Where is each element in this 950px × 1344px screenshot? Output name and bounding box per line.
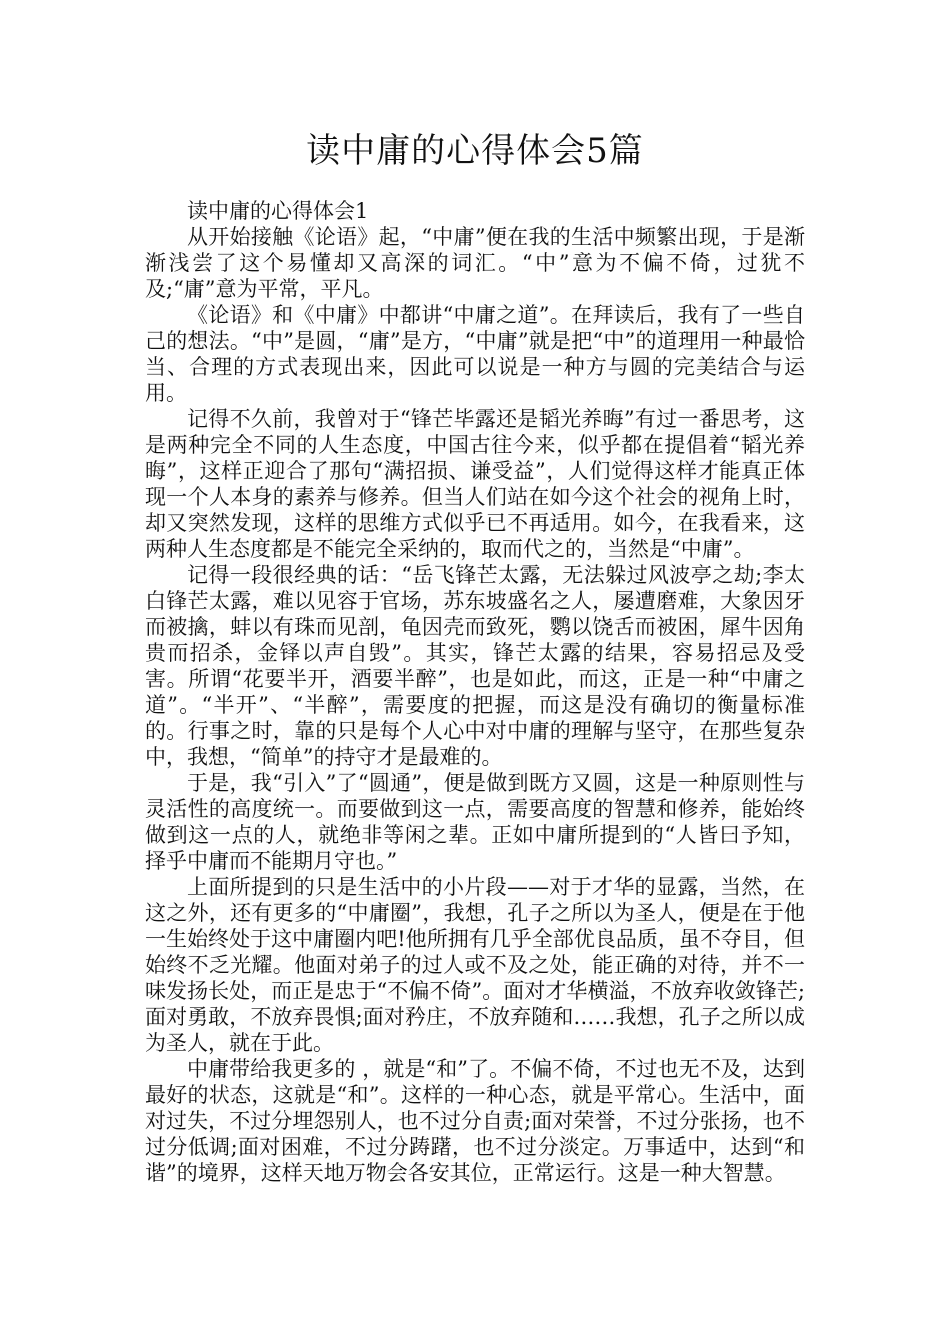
paragraph: 中庸带给我更多的 ，就是“和”了。不偏不倚，不过也无不及，达到最好的状态，这就是“和”。这样的一种心态，就是平常心。生活中，面对过失，不过分埋怨别人，也不过分自责;面对荣誉，不过分张扬，也不过分低调;面对困难，不过分踌躇，也不过分淡定。万事适中，达到“和谐”的境界，这样天地万物会各安其位，正常运行。这是一种大智慧。	[145, 1057, 805, 1185]
paragraph: 记得不久前，我曾对于“锋芒毕露还是韬光养晦”有过一番思考，这是两种完全不同的人生态度，中国古往今来，似乎都在提倡着“韬光养晦”，这样正迎合了那句“满招损、谦受益”，人们觉得这样才能真正体现一个人本身的素养与修养。但当人们站在如今这个社会的视角上时，却又突然发现，这样的思维方式似乎已不再适用。如今，在我看来，这两种人生态度都是不能完全采纳的，取而代之的，当然是“中庸”。	[145, 407, 805, 561]
paragraph: 于是，我“引入”了“圆通”，便是做到既方又圆，这是一种原则性与灵活性的高度统一。而要做到这一点，需要高度的智慧和修养，能始终做到这一点的人，就绝非等闲之辈。正如中庸所提到的“人皆曰予知，择乎中庸而不能期月守也。”	[145, 771, 805, 873]
paragraph: 记得一段很经典的话：“岳飞锋芒太露，无法躲过风波亭之劫;李太白锋芒太露，难以见容于官场，苏东坡盛名之人，屡遭磨难，大象因牙而被擒，蚌以有珠而见剖，龟因壳而致死，鹦以饶舌而被困，犀牛因角贵而招杀，金铎以声自毁”。其实，锋芒太露的结果，容易招忌及受害。所谓“花要半开，酒要半醉”，也是如此，而这，正是一种“中庸之道”。“半开”、“半醉”，需要度的把握，而这是没有确切的衡量标准的。行事之时，靠的只是每个人心中对中庸的理解与坚守，在那些复杂中，我想，“简单”的持守才是最难的。	[145, 563, 805, 769]
section-heading: 读中庸的心得体会1	[187, 199, 369, 223]
paragraph: 从开始接触《论语》起，“中庸”便在我的生活中频繁出现，于是渐渐浅尝了这个易懂却又高深的词汇。“中”意为不偏不倚，过犹不及;“庸”意为平常，平凡。	[145, 225, 805, 301]
paragraph: 上面所提到的只是生活中的小片段——对于才华的显露，当然，在这之外，还有更多的“中庸圈”，我想，孔子之所以为圣人，便是在于他一生始终处于这中庸圈内吧!他所拥有几乎全部优良品质，虽不夺目，但始终不乏光耀。他面对弟子的过人或不及之处，能正确的对待，并不一味发扬长处，而正是忠于“不偏不倚”。面对才华横溢，不放弃收敛锋芒;面对勇敢，不放弃畏惧;面对矜庄，不放弃随和……我想，孔子之所以成为圣人，就在于此。	[145, 875, 805, 1055]
document-body	[145, 198, 805, 1186]
document-title: 读中庸的心得体会5篇	[306, 131, 644, 171]
paragraph: 《论语》和《中庸》中都讲“中庸之道”。在拜读后，我有了一些自己的想法。“中”是圆，“庸”是方，“中庸”就是把“中”的道理用一种最恰当、合理的方式表现出来，因此可以说是一种方与圆的完美结合与运用。	[145, 303, 805, 405]
